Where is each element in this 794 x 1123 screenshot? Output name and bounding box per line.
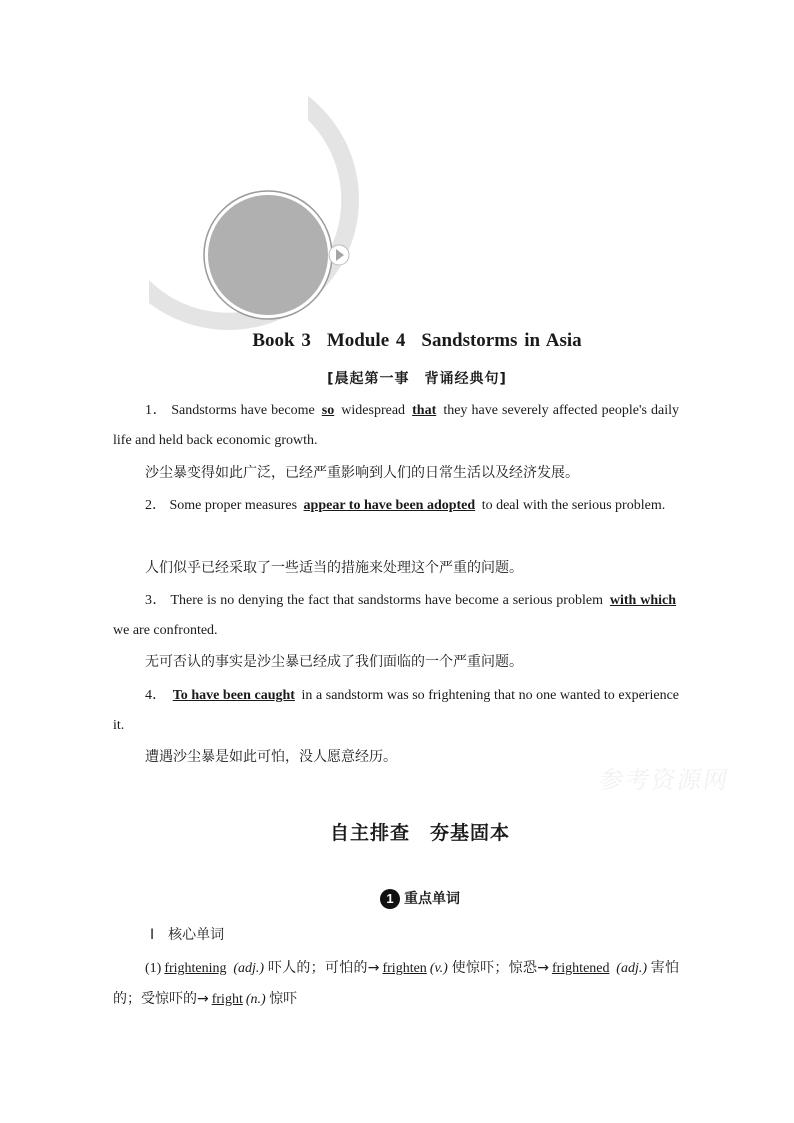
page-subtitle: [晨起第一事 背诵经典句] bbox=[327, 371, 507, 387]
answer-blank: To have been caught bbox=[172, 688, 295, 703]
answer-blank: that bbox=[412, 403, 437, 418]
answer-blank: with which bbox=[609, 593, 677, 608]
number-badge: 1 bbox=[380, 889, 400, 909]
answer-blank: so bbox=[321, 403, 335, 418]
answer-blank: fright bbox=[211, 992, 243, 1007]
page-title: Book 3 Module 4 Sandstorms in Asia bbox=[252, 330, 582, 351]
answer-blank: frighten bbox=[382, 961, 427, 976]
sentence-1-translation: 沙尘暴变得如此广泛，已经严重影响到人们的日常生活以及经济发展。 bbox=[145, 465, 579, 481]
header-decoration bbox=[140, 90, 390, 330]
vocab-item-1: (1) frightening (adj.) 吓人的；可怕的→ frighten (v.) 使惊吓；惊恐→ frightened (adj.) 害怕的；受惊吓的→ fright (n.) 惊吓 bbox=[113, 960, 680, 1007]
sentence-3: 3． There is no denying the fact that sandstorms have become a serious problem with which we are confronted. bbox=[113, 586, 679, 646]
sentence-4: 4． To have been caught in a sandstorm was so frightening that no one wanted to experience it. bbox=[113, 688, 679, 733]
subsection-heading: 1 重点单词 bbox=[0, 888, 794, 909]
answer-blank: frightened bbox=[551, 961, 610, 976]
sentence-1: 1． Sandstorms have become so widespread that they have severely affected people's daily life and held back economic growth. bbox=[113, 403, 679, 448]
sentence-4-translation: 遭遇沙尘暴是如此可怕，没人愿意经历。 bbox=[145, 749, 397, 765]
watermark: 参考资源网 bbox=[597, 766, 733, 794]
sentence-2-translation: 人们似乎已经采取了一些适当的措施来处理这个严重的问题。 bbox=[145, 560, 523, 576]
sentence-3-translation: 无可否认的事实是沙尘暴已经成了我们面临的一个严重问题。 bbox=[145, 654, 523, 670]
section-title: 自主排查 夯基固本 bbox=[329, 822, 510, 844]
answer-blank: frightening bbox=[164, 961, 227, 976]
answer-blank: appear to have been adopted bbox=[303, 498, 476, 513]
sentence-2: 2． Some proper measures appear to have been adopted to deal with the serious problem. bbox=[145, 498, 666, 513]
core-words-heading: Ⅰ 核心单词 bbox=[150, 927, 225, 943]
